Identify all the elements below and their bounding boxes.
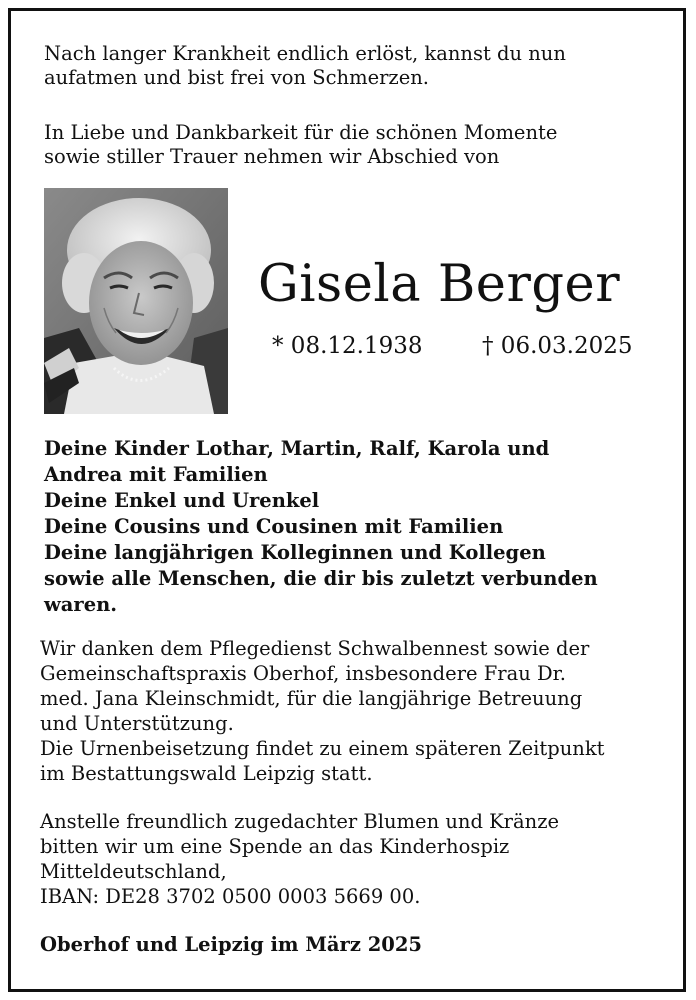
intro-line: sowie stiller Trauer nehmen wir Abschied von xyxy=(44,145,500,168)
thanks-line: med. Jana Kleinschmidt, für die langjährige Betreuung xyxy=(40,687,583,710)
deceased-name: Gisela Berger xyxy=(258,255,621,314)
intro-paragraph-1 xyxy=(44,42,664,90)
thanks-line: Die Urnenbeisetzung findet zu einem späteren Zeitpunkt xyxy=(40,737,605,760)
donation-line: Anstelle freundlich zugedachter Blumen und Kränze xyxy=(40,810,560,833)
place-and-date: Oberhof und Leipzig im März 2025 xyxy=(40,933,422,956)
thanks-line: Wir danken dem Pflegedienst Schwalbennest sowie der xyxy=(40,637,590,660)
mourner-line: Deine Enkel und Urenkel xyxy=(44,489,320,512)
mourner-line: sowie alle Menschen, die dir bis zuletzt verbunden xyxy=(44,567,598,590)
mourner-line: Deine Cousins und Cousinen mit Familien xyxy=(44,515,504,538)
donation-line: IBAN: DE28 3702 0500 0003 5669 00. xyxy=(40,885,421,908)
mourner-line: Deine Kinder Lothar, Martin, Ralf, Karola und xyxy=(44,437,550,460)
intro-line: In Liebe und Dankbarkeit für die schönen Momente xyxy=(44,121,558,144)
thanks-line: Gemeinschaftspraxis Oberhof, insbesondere Frau Dr. xyxy=(40,662,566,685)
birth-date: * 08.12.1938 xyxy=(272,333,423,359)
thanks-line: und Unterstützung. xyxy=(40,712,234,735)
mourner-line: Andrea mit Familien xyxy=(44,463,268,486)
donation-line: bitten wir um eine Spende an das Kinderhospiz xyxy=(40,835,510,858)
intro-line: Nach langer Krankheit endlich erlöst, kannst du nun xyxy=(44,42,566,65)
mourner-line: Deine langjährigen Kolleginnen und Kollegen xyxy=(44,541,546,564)
intro-paragraph-2 xyxy=(44,121,664,169)
donation-paragraph xyxy=(40,809,680,909)
thanks-paragraph xyxy=(40,636,680,786)
portrait-illustration xyxy=(44,188,228,414)
thanks-line: im Bestattungswald Leipzig statt. xyxy=(40,762,373,785)
mourners-list xyxy=(44,436,674,618)
intro-line: aufatmen und bist frei von Schmerzen. xyxy=(44,66,430,89)
mourner-line: waren. xyxy=(44,593,118,616)
death-date: † 06.03.2025 xyxy=(482,333,633,359)
portrait-photo xyxy=(44,188,228,414)
donation-line: Mitteldeutschland, xyxy=(40,860,227,883)
